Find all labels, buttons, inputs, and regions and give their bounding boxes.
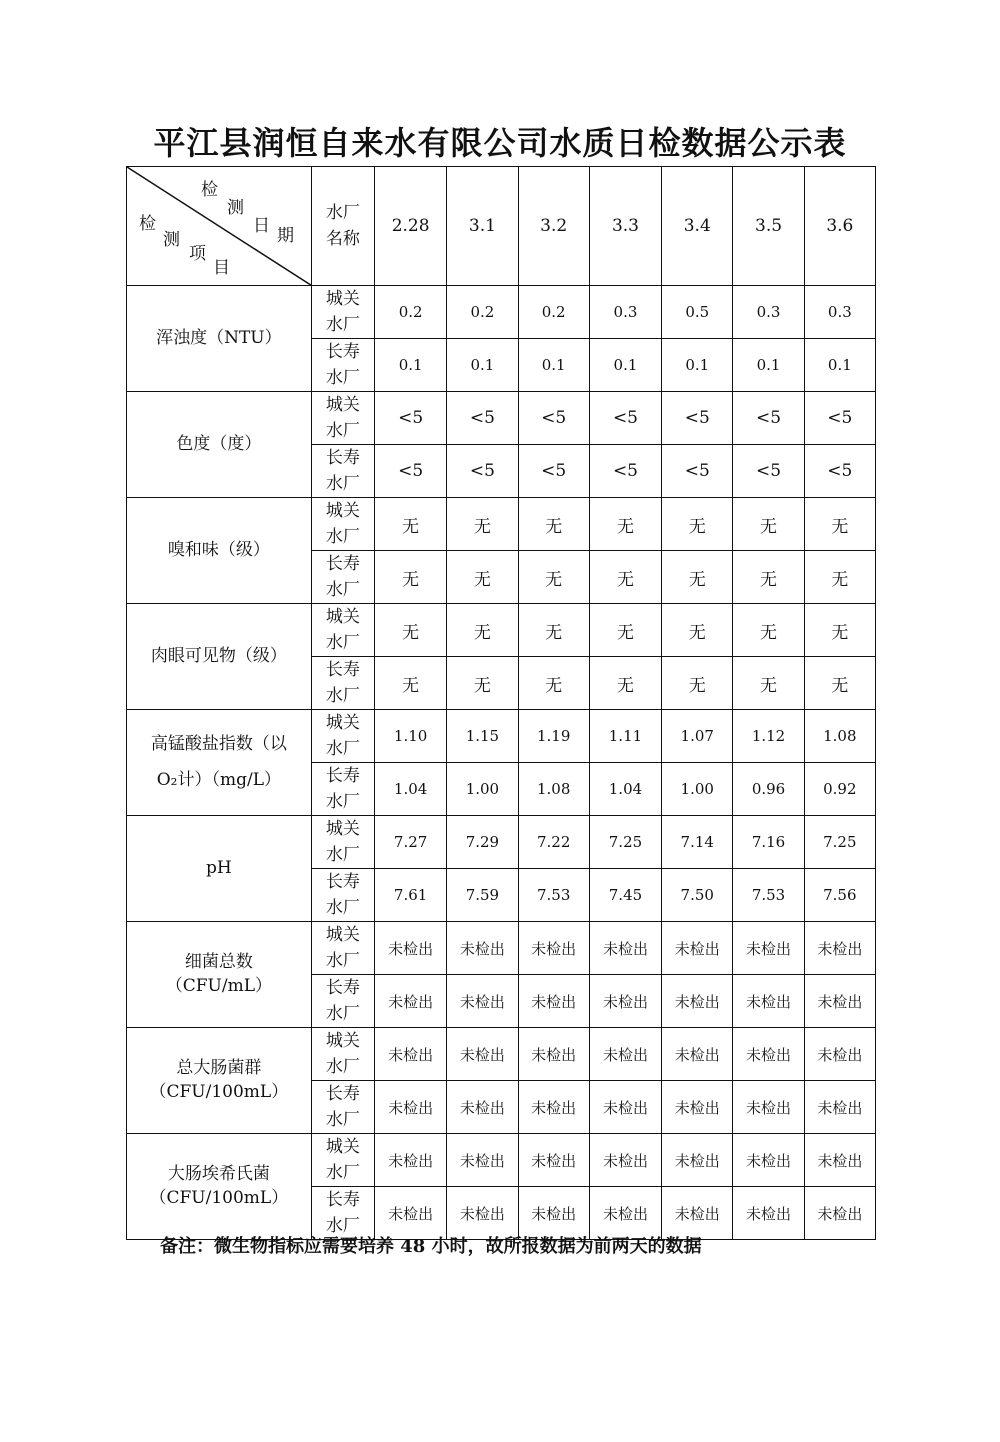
value-cell: 未检出 [662, 975, 733, 1028]
value-cell: <5 [374, 445, 446, 498]
value-cell: 未检出 [804, 1134, 875, 1187]
test-item-label: 大肠埃希氏菌 [167, 1163, 270, 1184]
value-cell: 7.56 [804, 869, 875, 922]
plant-name-line2: 水厂 [325, 368, 360, 388]
plant-name-line2: 水厂 [325, 527, 360, 547]
value-cell: 7.25 [804, 816, 875, 869]
plant-name-line2: 水厂 [325, 315, 360, 335]
value-cell: 无 [518, 551, 589, 604]
value-cell: 0.1 [518, 339, 589, 392]
test-item-unit: （CFU/100mL） [149, 1187, 289, 1208]
plant-name-cell [311, 1028, 374, 1081]
value-cell: 未检出 [447, 1134, 518, 1187]
diag-top-char: 期 [277, 226, 294, 246]
date-header: 3.1 [447, 167, 518, 286]
value-cell: 无 [662, 604, 733, 657]
plant-name-line2: 水厂 [325, 739, 360, 759]
plant-name-line2: 水厂 [325, 898, 360, 918]
value-cell: 7.45 [589, 869, 661, 922]
value-cell: 无 [589, 498, 661, 551]
value-cell: 1.10 [374, 710, 446, 763]
value-cell: 未检出 [374, 1081, 446, 1134]
plant-name-line1: 长寿 [325, 872, 360, 892]
plant-name-cell [311, 392, 374, 445]
value-cell: 未检出 [374, 922, 446, 975]
plant-name-line1: 长寿 [325, 448, 360, 468]
value-cell: 未检出 [518, 1081, 589, 1134]
value-cell: 未检出 [447, 975, 518, 1028]
plant-name-line1: 城关 [325, 289, 360, 309]
table-row [127, 1134, 876, 1187]
test-item-cell [127, 1028, 312, 1134]
value-cell: 无 [374, 657, 446, 710]
table-row [127, 498, 876, 551]
value-cell: 0.2 [447, 286, 518, 339]
value-cell: 未检出 [374, 1187, 446, 1240]
value-cell: 0.3 [733, 286, 804, 339]
value-cell: 未检出 [589, 1187, 661, 1240]
plant-name-line2: 水厂 [325, 1004, 360, 1024]
date-header: 3.3 [589, 167, 661, 286]
value-cell: <5 [447, 392, 518, 445]
value-cell: 无 [589, 604, 661, 657]
value-cell: 未检出 [804, 1187, 875, 1240]
test-item-unit: O₂计）（mg/L） [156, 769, 281, 790]
plant-name-line1: 城关 [325, 1137, 360, 1157]
test-item-label: 总大肠菌群 [176, 1057, 262, 1078]
value-cell: 0.1 [804, 339, 875, 392]
plant-name-cell [311, 498, 374, 551]
diag-bottom-char: 项 [189, 244, 206, 264]
value-cell: 无 [733, 657, 804, 710]
table-row [127, 710, 876, 763]
test-item-label: 高锰酸盐指数（以 [150, 733, 287, 754]
value-cell: 0.5 [662, 286, 733, 339]
value-cell: 无 [589, 657, 661, 710]
plant-name-line1: 长寿 [325, 1190, 360, 1210]
value-cell: 无 [589, 551, 661, 604]
value-cell: 0.1 [733, 339, 804, 392]
value-cell: 7.53 [733, 869, 804, 922]
test-item-cell [127, 922, 312, 1028]
value-cell: 未检出 [447, 922, 518, 975]
value-cell: <5 [589, 392, 661, 445]
value-cell: 1.11 [589, 710, 661, 763]
plant-name-header [311, 167, 374, 286]
plant-name-cell [311, 922, 374, 975]
value-cell: 0.2 [374, 286, 446, 339]
header-row [127, 167, 876, 286]
plant-name-line2: 水厂 [325, 633, 360, 653]
plant-name-cell [311, 1134, 374, 1187]
date-header: 3.4 [662, 167, 733, 286]
diag-top-char: 日 [253, 216, 270, 236]
plant-name-line2: 水厂 [325, 1163, 360, 1183]
value-cell: <5 [662, 445, 733, 498]
value-cell: 1.07 [662, 710, 733, 763]
value-cell: 未检出 [589, 1081, 661, 1134]
value-cell: 0.1 [374, 339, 446, 392]
diag-bottom-char: 测 [163, 230, 180, 250]
value-cell: 1.19 [518, 710, 589, 763]
plant-name-line1: 长寿 [325, 660, 360, 680]
value-cell: 未检出 [804, 922, 875, 975]
plant-header-line2: 名称 [325, 229, 360, 249]
value-cell: 0.92 [804, 763, 875, 816]
value-cell: 无 [804, 604, 875, 657]
test-item-label: 肉眼可见物（级） [150, 645, 287, 666]
value-cell: 7.59 [447, 869, 518, 922]
test-item-cell [127, 286, 312, 392]
test-item-cell [127, 392, 312, 498]
value-cell: <5 [804, 445, 875, 498]
plant-name-cell [311, 763, 374, 816]
plant-name-line2: 水厂 [325, 421, 360, 441]
value-cell: 0.96 [733, 763, 804, 816]
plant-name-line1: 长寿 [325, 554, 360, 574]
plant-header-line1: 水厂 [325, 203, 360, 223]
plant-name-line2: 水厂 [325, 792, 360, 812]
value-cell: 无 [733, 551, 804, 604]
value-cell: 未检出 [589, 922, 661, 975]
value-cell: 未检出 [374, 1028, 446, 1081]
date-header: 3.2 [518, 167, 589, 286]
diag-bottom-char: 检 [139, 214, 156, 234]
value-cell: 未检出 [518, 1134, 589, 1187]
plant-name-line1: 城关 [325, 1031, 360, 1051]
value-cell: 0.3 [589, 286, 661, 339]
value-cell: 1.08 [518, 763, 589, 816]
value-cell: 1.15 [447, 710, 518, 763]
value-cell: 1.08 [804, 710, 875, 763]
value-cell: 未检出 [589, 975, 661, 1028]
plant-name-line1: 城关 [325, 925, 360, 945]
diag-bottom-char: 目 [213, 258, 230, 278]
table-row [127, 922, 876, 975]
plant-name-line1: 长寿 [325, 766, 360, 786]
plant-name-cell [311, 604, 374, 657]
value-cell: 无 [447, 657, 518, 710]
value-cell: 未检出 [589, 1028, 661, 1081]
value-cell: 无 [804, 498, 875, 551]
value-cell: 未检出 [733, 1028, 804, 1081]
date-header: 2.28 [374, 167, 446, 286]
value-cell: 无 [374, 498, 446, 551]
value-cell: 未检出 [447, 1028, 518, 1081]
plant-name-cell [311, 710, 374, 763]
value-cell: 0.1 [589, 339, 661, 392]
value-cell: 未检出 [662, 1134, 733, 1187]
value-cell: 1.00 [447, 763, 518, 816]
water-quality-table [126, 166, 876, 1240]
plant-name-cell [311, 869, 374, 922]
plant-name-line1: 城关 [325, 713, 360, 733]
value-cell: 1.04 [589, 763, 661, 816]
value-cell: 7.16 [733, 816, 804, 869]
value-cell: 7.61 [374, 869, 446, 922]
test-item-label: pH [206, 857, 232, 878]
test-item-label: 浑浊度（NTU） [156, 327, 282, 348]
plant-name-cell [311, 286, 374, 339]
value-cell: <5 [662, 392, 733, 445]
plant-name-line1: 城关 [325, 395, 360, 415]
value-cell: 无 [733, 498, 804, 551]
plant-name-line1: 城关 [325, 819, 360, 839]
value-cell: 1.00 [662, 763, 733, 816]
value-cell: <5 [518, 392, 589, 445]
value-cell: <5 [374, 392, 446, 445]
plant-name-line1: 城关 [325, 501, 360, 521]
diag-top-char: 检 [201, 180, 218, 200]
value-cell: 未检出 [518, 1187, 589, 1240]
plant-name-cell [311, 551, 374, 604]
value-cell: 0.1 [447, 339, 518, 392]
value-cell: 无 [662, 551, 733, 604]
value-cell: 7.25 [589, 816, 661, 869]
diag-top-char: 测 [227, 198, 244, 218]
value-cell: 1.04 [374, 763, 446, 816]
test-item-unit: （CFU/mL） [165, 975, 272, 996]
value-cell: 未检出 [447, 1081, 518, 1134]
value-cell: 未检出 [518, 975, 589, 1028]
value-cell: 未检出 [662, 1187, 733, 1240]
value-cell: 未检出 [374, 975, 446, 1028]
value-cell: 无 [804, 551, 875, 604]
page-title: 平江县润恒自来水有限公司水质日检数据公示表 [153, 124, 847, 162]
plant-name-line2: 水厂 [325, 1110, 360, 1130]
value-cell: 无 [374, 551, 446, 604]
test-item-cell [127, 710, 312, 816]
value-cell: 未检出 [733, 1081, 804, 1134]
value-cell: 无 [447, 604, 518, 657]
value-cell: 未检出 [804, 975, 875, 1028]
value-cell: 7.29 [447, 816, 518, 869]
value-cell: 0.1 [662, 339, 733, 392]
value-cell: 未检出 [589, 1134, 661, 1187]
plant-name-cell [311, 1081, 374, 1134]
value-cell: 无 [447, 498, 518, 551]
plant-name-line2: 水厂 [325, 1057, 360, 1077]
date-header: 3.5 [733, 167, 804, 286]
value-cell: 未检出 [374, 1134, 446, 1187]
value-cell: 未检出 [733, 1134, 804, 1187]
plant-name-cell [311, 975, 374, 1028]
plant-name-cell [311, 816, 374, 869]
value-cell: 7.50 [662, 869, 733, 922]
value-cell: 无 [518, 657, 589, 710]
plant-name-line1: 城关 [325, 607, 360, 627]
test-item-unit: （CFU/100mL） [149, 1081, 289, 1102]
value-cell: 未检出 [662, 1081, 733, 1134]
table-row [127, 1028, 876, 1081]
value-cell: 无 [804, 657, 875, 710]
value-cell: 未检出 [662, 1028, 733, 1081]
value-cell: 无 [374, 604, 446, 657]
value-cell: 7.27 [374, 816, 446, 869]
plant-name-line2: 水厂 [325, 474, 360, 494]
value-cell: <5 [447, 445, 518, 498]
table-row [127, 816, 876, 869]
value-cell: 未检出 [662, 922, 733, 975]
footnote: 备注：微生物指标应需要培养 48 小时，故所报数据为前两天的数据 [160, 1236, 702, 1257]
value-cell: 无 [662, 498, 733, 551]
value-cell: 未检出 [733, 1187, 804, 1240]
value-cell: 未检出 [733, 922, 804, 975]
test-item-cell [127, 816, 312, 922]
value-cell: 未检出 [804, 1028, 875, 1081]
value-cell: 7.53 [518, 869, 589, 922]
plant-name-cell [311, 657, 374, 710]
plant-name-line1: 长寿 [325, 342, 360, 362]
test-item-cell [127, 1134, 312, 1240]
test-item-label: 嗅和味（级） [167, 539, 270, 560]
value-cell: 无 [518, 498, 589, 551]
value-cell: 7.22 [518, 816, 589, 869]
value-cell: <5 [733, 445, 804, 498]
value-cell: 0.2 [518, 286, 589, 339]
value-cell: 7.14 [662, 816, 733, 869]
plant-name-cell [311, 445, 374, 498]
value-cell: 无 [733, 604, 804, 657]
value-cell: <5 [518, 445, 589, 498]
value-cell: <5 [589, 445, 661, 498]
value-cell: <5 [733, 392, 804, 445]
plant-name-line2: 水厂 [325, 580, 360, 600]
value-cell: 未检出 [733, 975, 804, 1028]
value-cell: 无 [447, 551, 518, 604]
plant-name-line2: 水厂 [325, 686, 360, 706]
plant-name-line1: 长寿 [325, 1084, 360, 1104]
value-cell: 1.12 [733, 710, 804, 763]
table-row [127, 392, 876, 445]
value-cell: 未检出 [804, 1081, 875, 1134]
diagonal-header-cell [127, 167, 312, 286]
value-cell: 未检出 [518, 922, 589, 975]
test-item-label: 细菌总数 [184, 951, 253, 972]
table-row [127, 286, 876, 339]
value-cell: <5 [804, 392, 875, 445]
value-cell: 无 [662, 657, 733, 710]
date-header: 3.6 [804, 167, 875, 286]
plant-name-line2: 水厂 [325, 845, 360, 865]
table-row [127, 604, 876, 657]
value-cell: 未检出 [447, 1187, 518, 1240]
value-cell: 未检出 [518, 1028, 589, 1081]
test-item-cell [127, 604, 312, 710]
plant-name-line2: 水厂 [325, 951, 360, 971]
test-item-label: 色度（度） [176, 433, 262, 454]
plant-name-line1: 长寿 [325, 978, 360, 998]
plant-name-cell [311, 339, 374, 392]
plant-name-line2: 水厂 [325, 1216, 360, 1236]
value-cell: 0.3 [804, 286, 875, 339]
value-cell: 无 [518, 604, 589, 657]
test-item-cell [127, 498, 312, 604]
